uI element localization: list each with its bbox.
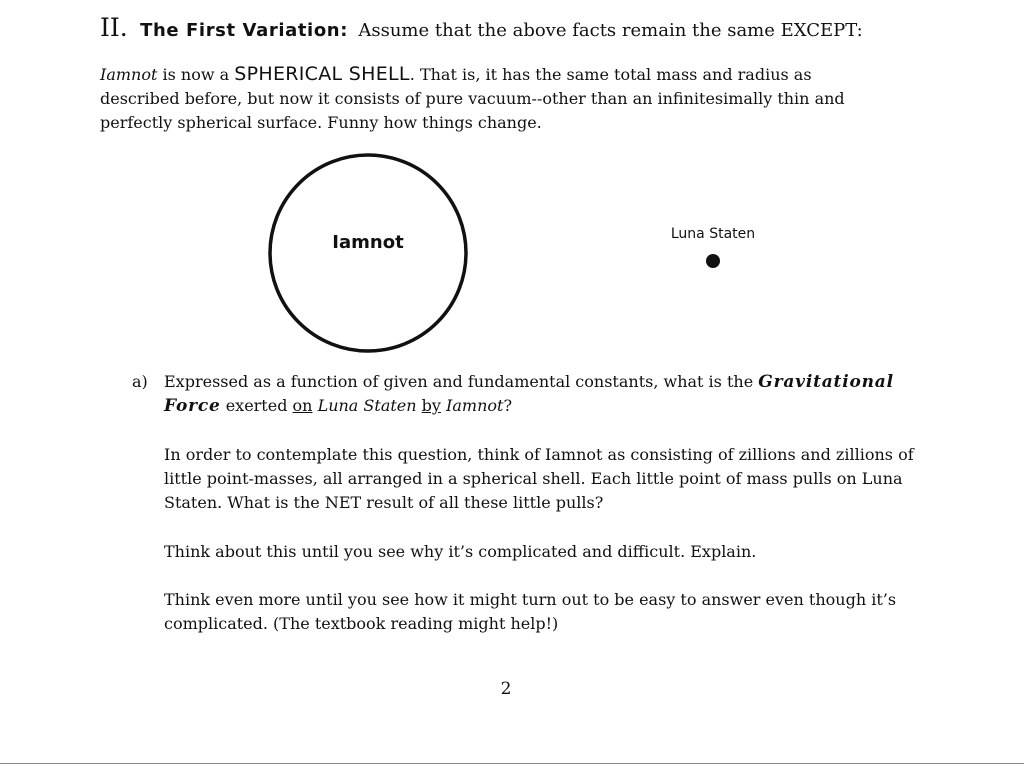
- intro-spherical-shell: SPHERICAL SHELL: [234, 63, 410, 85]
- question-marker: a): [132, 372, 148, 391]
- section-number: II.: [100, 13, 128, 42]
- iamnot-name: Iamnot: [446, 396, 504, 415]
- intro-paragraph: [100, 62, 900, 135]
- page-bottom-divider: [0, 763, 1024, 764]
- paragraph-line: Staten. What is the NET result of all these little pulls?: [164, 493, 604, 512]
- point-mass-label: Luna Staten: [670, 226, 756, 242]
- on-word: on: [292, 396, 313, 415]
- section-heading: [100, 12, 863, 47]
- paragraph-think-more: [164, 588, 944, 636]
- page-number: 2: [500, 679, 512, 699]
- intro-line-3: perfectly spherical surface. Funny how things change.: [100, 113, 542, 132]
- question-line-1-start: Expressed as a function of given and fundamental constants, what is the: [164, 372, 759, 391]
- intro-shell-name: Iamnot: [100, 65, 158, 84]
- shell-label: Iamnot: [332, 232, 404, 253]
- section-heading-text: Assume that the above facts remain the same EXCEPT:: [358, 20, 863, 41]
- intro-line-1-end: . That is, it has the same total mass and radius as: [409, 65, 812, 84]
- paragraph-explain: [164, 540, 944, 564]
- section-title: The First Variation:: [140, 20, 348, 41]
- intro-line-2: described before, but now it consists of pure vacuum--other than an infinitesimally thin and: [100, 89, 845, 108]
- by-word: by: [421, 396, 441, 415]
- question-mark: ?: [503, 396, 513, 415]
- intro-line-1-mid: is now a: [157, 65, 235, 84]
- question-line-1: [164, 370, 924, 394]
- paragraph-line: In order to contemplate this question, think of Iamnot as consisting of zillions and zillions of: [164, 445, 914, 464]
- paragraph-contemplate: [164, 443, 944, 515]
- question-line-2: [164, 394, 924, 418]
- spherical-shell-circle: [270, 155, 466, 351]
- paragraph-line: little point-masses, all arranged in a spherical shell. Each little point of mass pulls on Luna: [164, 469, 903, 488]
- question-text: [164, 370, 924, 418]
- paragraph-line: Think even more until you see how it might turn out to be easy to answer even though it’s: [164, 590, 897, 609]
- paragraph-line: Think about this until you see why it’s complicated and difficult. Explain.: [164, 542, 757, 561]
- intro-line-1: [100, 62, 900, 87]
- force-term: Force: [164, 396, 221, 416]
- gravitational-term: Gravitational: [758, 372, 894, 392]
- exerted-word: exerted: [220, 396, 293, 415]
- luna-staten-name: Luna Staten: [317, 396, 417, 415]
- point-mass-dot: [706, 254, 720, 268]
- paragraph-line: complicated. (The textbook reading might help!): [164, 614, 559, 633]
